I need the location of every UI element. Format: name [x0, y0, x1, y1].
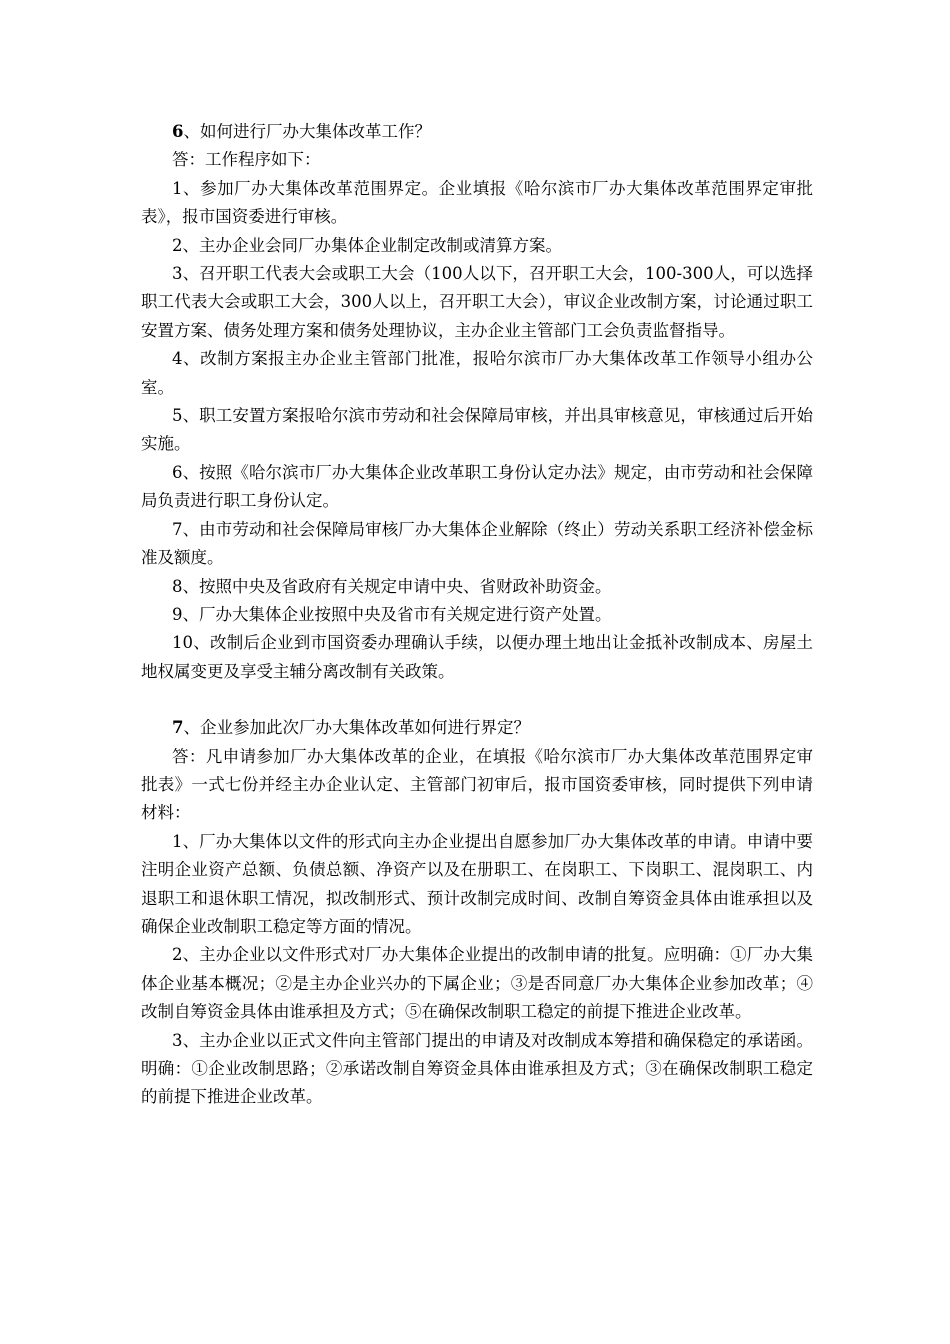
section-6-item-4: 4、改制方案报主办企业主管部门批准，报哈尔滨市厂办大集体改革工作领导小组办公室。 — [141, 349, 813, 397]
section-7-number: 7 — [172, 718, 184, 738]
section-6-item-3: 3、召开职工代表大会或职工大会（100人以下，召开职工大会，100-300人，可以选择职工代表大会或职工大会，300人以上，召开职工大会），审议企业改制方案，讨论通过职工安置方案、债务处理方案和债务处理协议，主办企业主管部门工会负责监督指导。 — [141, 264, 813, 340]
section-6-item-1: 1、参加厂办大集体改革范围界定。企业填报《哈尔滨市厂办大集体改革范围界定审批表》，报市国资委进行审核。 — [141, 178, 813, 227]
section-7-heading — [141, 714, 813, 742]
section-6-title: 、如何进行厂办大集体改革工作？ — [183, 122, 431, 141]
section-spacer — [141, 686, 813, 714]
section-6-number: 6 — [172, 122, 184, 141]
section-7-item-2: 2、主办企业以文件形式对厂办大集体企业提出的改制申请的批复。应明确：①厂办大集体企业基本概况；②是主办企业兴办的下属企业；③是否同意厂办大集体企业参加改革；④改制自筹资金具体由谁承担及方式；⑤在确保改制职工稳定的前提下推进企业改革。 — [141, 945, 813, 1022]
section-7-item-3: 3、主办企业以正式文件向主管部门提出的申请及对改制成本筹措和确保稳定的承诺函。明确：①企业改制思路；②承诺改制自筹资金具体由谁承担及方式；③在确保改制职工稳定的前提下推进企业改革。 — [141, 1030, 813, 1107]
section-6-item-10: 10、改制后企业到市国资委办理确认手续，以便办理土地出让金抵补改制成本、房屋土地权属变更及享受主辅分离改制有关政策。 — [141, 633, 813, 681]
section-6-answer-intro: 答：工作程序如下： — [172, 150, 321, 170]
section-6-item-5: 5、职工安置方案报哈尔滨市劳动和社会保障局审核，并出具审核意见，审核通过后开始实施。 — [141, 406, 813, 454]
section-6-item-2: 2、主办企业会同厂办集体企业制定改制或清算方案。 — [172, 235, 562, 255]
section-6-item-7: 7、由市劳动和社会保障局审核厂办大集体企业解除（终止）劳动关系职工经济补偿金标准及额度。 — [141, 519, 813, 568]
section-6-item-9: 9、厂办大集体企业按照中央及省市有关规定进行资产处置。 — [172, 604, 612, 624]
section-7-title: 、企业参加此次厂办大集体改革如何进行界定？ — [183, 718, 530, 738]
section-7-item-1: 1、厂办大集体以文件的形式向主办企业提出自愿参加厂办大集体改革的申请。申请中要注明企业资产总额、负债总额、净资产以及在册职工、在岗职工、下岗职工、混岗职工、内退职工和退休职工情况，拟改制形式、预计改制完成时间、改制自筹资金具体由谁承担以及确保企业改制职工稳定等方面的情况。 — [141, 831, 813, 936]
document-body — [141, 118, 813, 1112]
section-7-answer-intro: 答：凡申请参加厂办大集体改革的企业，在填报《哈尔滨市厂办大集体改革范围界定审批表》一式七份并经主办企业认定、主管部门初审后，报市国资委审核，同时提供下列申请材料： — [141, 746, 813, 823]
section-6-heading — [141, 118, 813, 146]
section-6-item-8: 8、按照中央及省政府有关规定申请中央、省财政补助资金。 — [172, 576, 612, 596]
section-6-item-6: 6、按照《哈尔滨市厂办大集体企业改革职工身份认定办法》规定，由市劳动和社会保障局负责进行职工身份认定。 — [141, 462, 813, 511]
